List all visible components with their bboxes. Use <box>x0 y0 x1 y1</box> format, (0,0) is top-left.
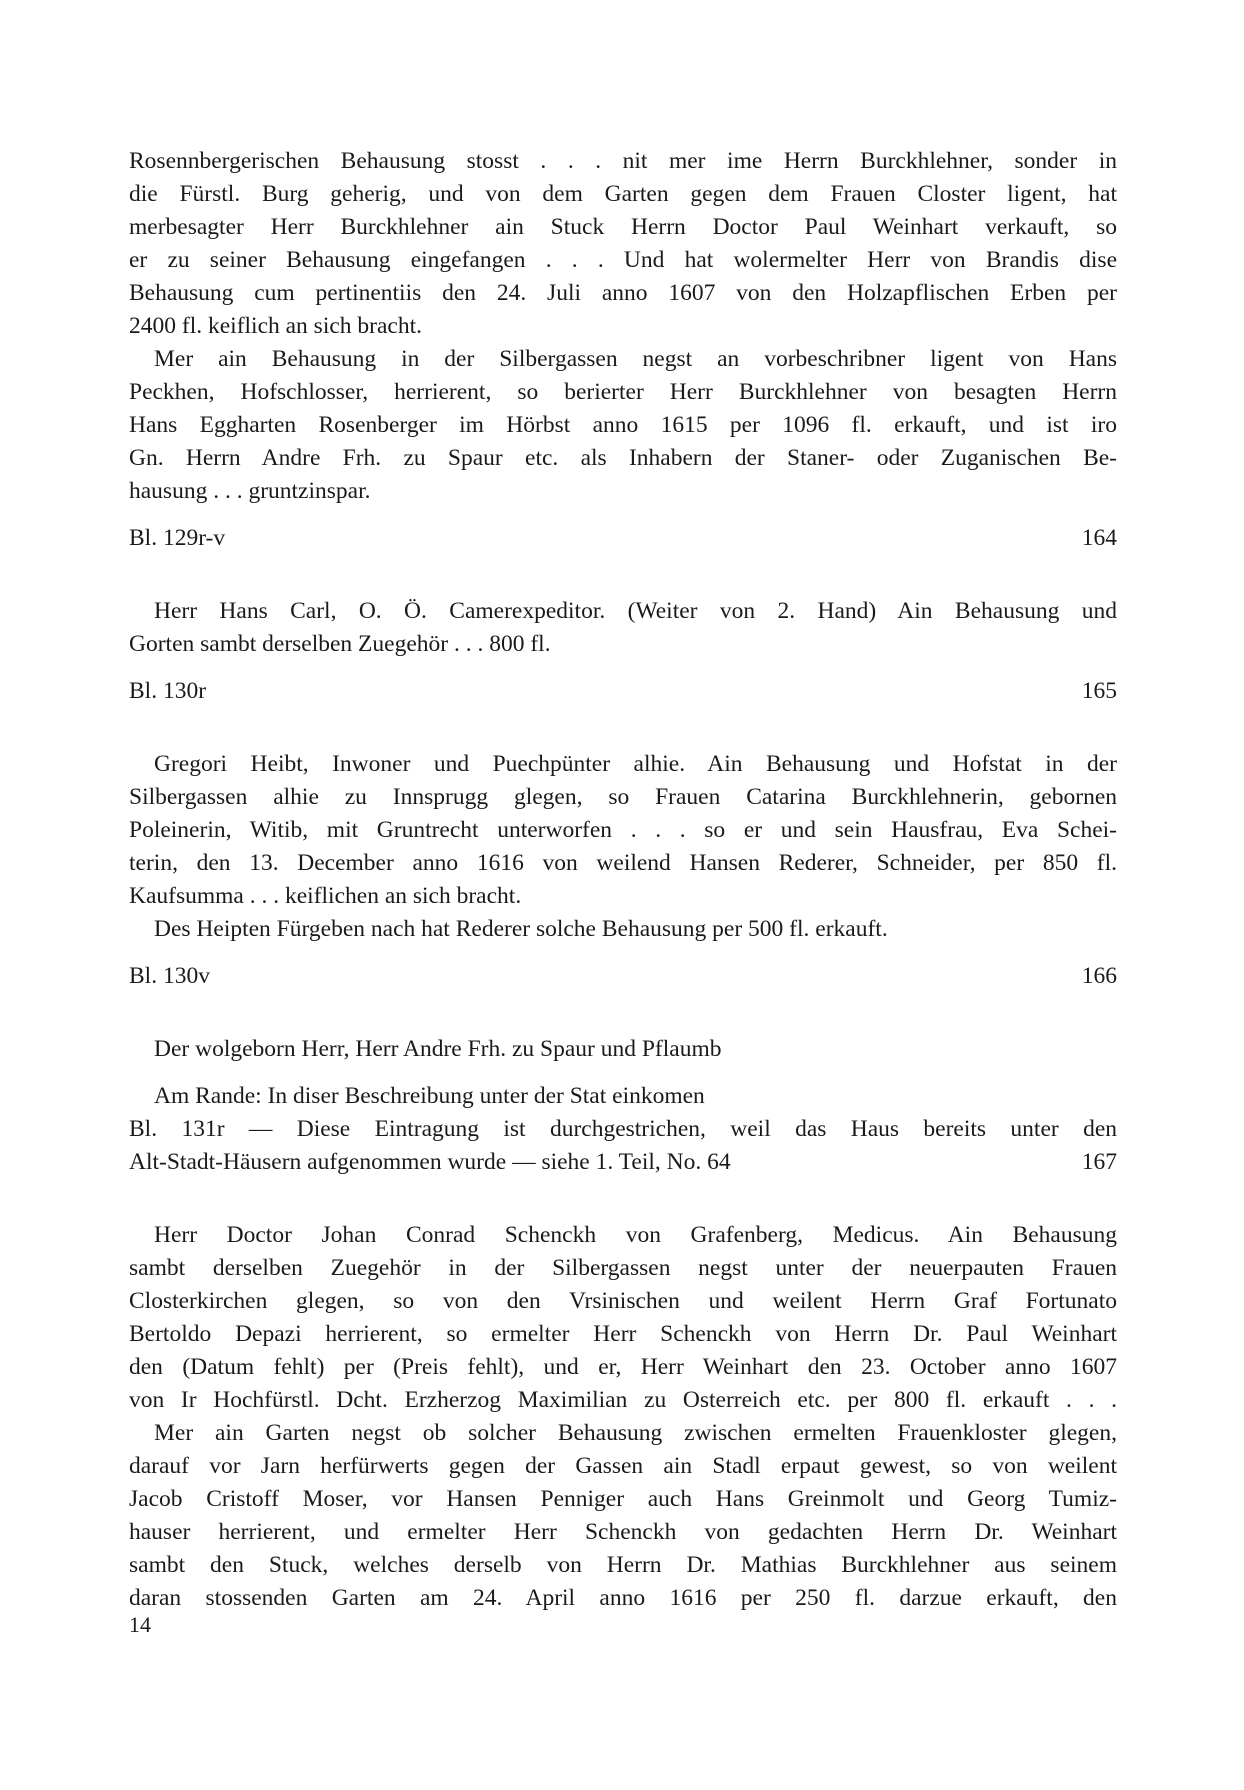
text-line: Mer ain Behausung in der Silbergassen negst an vorbeschribner ligent von Hans <box>154 346 1117 372</box>
entry-166 <box>129 1033 1117 1179</box>
entry-number: 166 <box>1081 963 1117 989</box>
entry-title: Der wolgeborn Herr, Herr Andre Frh. zu Spaur und Pflaumb <box>154 1036 722 1062</box>
text-line: Bl. 131r — Diese Eintragung ist durchgestrichen, weil das Haus bereits unter den <box>129 1116 1117 1142</box>
text-line: hausung . . . gruntzinspar. <box>129 478 371 504</box>
text-line: hauser herrierent, und ermelter Herr Schenckh von gedachten Herrn Dr. Weinhart <box>129 1519 1117 1545</box>
entry-number: 165 <box>1081 678 1117 704</box>
text-line: Closterkirchen glegen, so von den Vrsinischen und weilent Herrn Graf Fortunato <box>129 1288 1117 1314</box>
folio-reference <box>129 960 1117 993</box>
text-line: Alt-Stadt-Häusern aufgenommen wurde — siehe 1. Teil, No. 64 <box>129 1149 731 1175</box>
text-line: Bertoldo Depazi herrierent, so ermelter Herr Schenckh von Herrn Dr. Paul Weinhart <box>129 1321 1117 1347</box>
entry-163-continuation <box>129 145 1117 555</box>
folio-label: Bl. 129r-v <box>129 525 226 551</box>
folio-reference <box>129 675 1117 708</box>
folio-reference <box>129 1146 1117 1179</box>
text-line: von Ir Hochfürstl. Dcht. Erzherzog Maximilian zu Osterreich etc. per 800 fl. erkauft . . . <box>129 1387 1117 1413</box>
text-line: Kaufsumma . . . keiflichen an sich bracht. <box>129 883 522 909</box>
entry-164 <box>129 595 1117 708</box>
folio-label: Bl. 130v <box>129 963 210 989</box>
text-line: daran stossenden Garten am 24. April anno 1616 per 250 fl. darzue erkauft, den <box>129 1585 1117 1611</box>
text-line: darauf vor Jarn herfürwerts gegen der Gassen ain Stadl erpaut gewest, so von weilent <box>129 1453 1117 1479</box>
text-line: den (Datum fehlt) per (Preis fehlt), und er, Herr Weinhart den 23. October anno 1607 <box>129 1354 1117 1380</box>
folio-reference <box>129 522 1117 555</box>
entry-167 <box>129 1219 1117 1615</box>
text-line: Poleinerin, Witib, mit Gruntrecht unterworfen . . . so er und sein Hausfrau, Eva Schei- <box>129 817 1117 843</box>
text-line: terin, den 13. December anno 1616 von weilend Hansen Rederer, Schneider, per 850 fl. <box>129 850 1117 876</box>
entry-number: 164 <box>1081 525 1117 551</box>
text-line: Silbergassen alhie zu Innsprugg glegen, so Frauen Catarina Burckhlehnerin, gebornen <box>129 784 1117 810</box>
text-line: merbesagter Herr Burckhlehner ain Stuck Herrn Doctor Paul Weinhart verkauft, so <box>129 214 1117 240</box>
text-line: Jacob Cristoff Moser, vor Hansen Penniger auch Hans Greinmolt und Georg Tumiz- <box>129 1486 1117 1512</box>
margin-note: Am Rande: In diser Beschreibung unter der Stat einkomen <box>154 1083 705 1109</box>
text-line: Behausung cum pertinentiis den 24. Juli anno 1607 von den Holzapflischen Erben per <box>129 280 1117 306</box>
page-body <box>129 145 1117 1615</box>
entry-number: 167 <box>1081 1149 1117 1175</box>
text-line: sambt derselben Zuegehör in der Silbergassen negst unter der neuerpauten Frauen <box>129 1255 1117 1281</box>
text-line: Des Heipten Fürgeben nach hat Rederer solche Behausung per 500 fl. erkauft. <box>154 916 888 942</box>
text-line: Gorten sambt derselben Zuegehör . . . 800 fl. <box>129 631 551 657</box>
text-line: Herr Doctor Johan Conrad Schenckh von Grafenberg, Medicus. Ain Behausung <box>154 1222 1117 1248</box>
text-line: Mer ain Garten negst ob solcher Behausung zwischen ermelten Frauenkloster glegen, <box>154 1420 1117 1446</box>
entry-165 <box>129 748 1117 993</box>
folio-label: Bl. 130r <box>129 678 207 704</box>
text-line: Peckhen, Hofschlosser, herrierent, so berierter Herr Burckhlehner von besagten Herrn <box>129 379 1117 405</box>
text-line: Gn. Herrn Andre Frh. zu Spaur etc. als Inhabern der Staner- oder Zuganischen Be- <box>129 445 1117 471</box>
page-number: 14 <box>129 1612 151 1637</box>
text-line: 2400 fl. keiflich an sich bracht. <box>129 313 423 339</box>
text-line: Herr Hans Carl, O. Ö. Camerexpeditor. (Weiter von 2. Hand) Ain Behausung und <box>154 598 1117 624</box>
text-line: die Fürstl. Burg geherig, und von dem Garten gegen dem Frauen Closter ligent, hat <box>129 181 1117 207</box>
text-line: Hans Eggharten Rosenberger im Hörbst anno 1615 per 1096 fl. erkauft, und ist iro <box>129 412 1117 438</box>
text-line: er zu seiner Behausung eingefangen . . . Und hat wolermelter Herr von Brandis dise <box>129 247 1117 273</box>
text-line: sambt den Stuck, welches derselb von Herrn Dr. Mathias Burckhlehner aus seinem <box>129 1552 1117 1578</box>
text-line: Rosennbergerischen Behausung stosst . . . nit mer ime Herrn Burckhlehner, sonder in <box>129 148 1117 174</box>
text-line: Gregori Heibt, Inwoner und Puechpünter alhie. Ain Behausung und Hofstat in der <box>154 751 1117 777</box>
